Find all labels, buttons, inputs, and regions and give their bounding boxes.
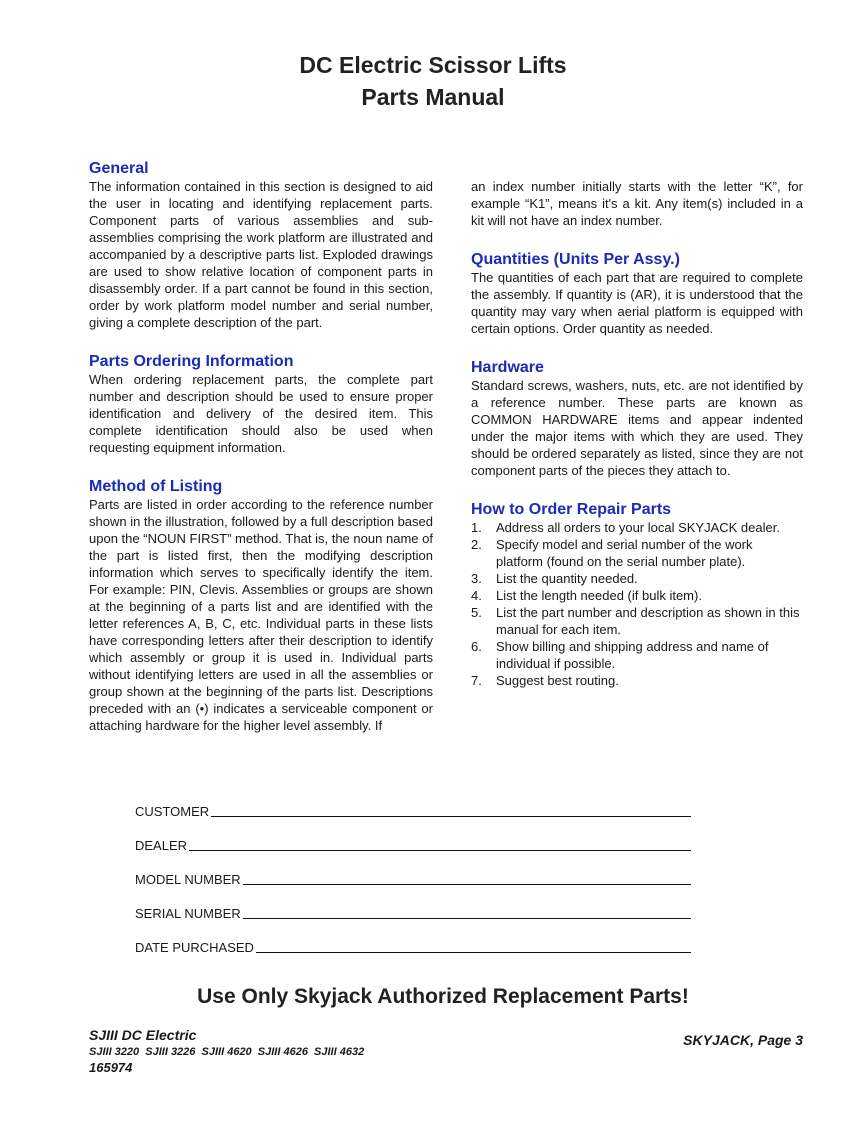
general-heading: General: [89, 160, 149, 177]
method-of-listing-continued: an index number initially starts with the letter “K”, for example “K1”, means it's a kit. Any item(s) included in a kit will not have an index number.: [471, 179, 803, 228]
footer-model: SJIII DC Electric: [89, 1027, 197, 1043]
footer-variants: SJIII 3220 SJIII 3226 SJIII 4620 SJIII 4626 SJIII 4632: [89, 1046, 365, 1058]
serial-number-label: SERIAL NUMBER: [135, 906, 241, 921]
list-item: 1. Address all orders to your local SKYJACK dealer.: [471, 520, 780, 535]
dealer-row: [135, 819, 691, 853]
model-number-row: [135, 853, 691, 887]
list-item: 3. List the quantity needed.: [471, 571, 638, 586]
model-number-field[interactable]: [243, 870, 691, 885]
list-item: 6. Show billing and shipping address and name of individual if possible.: [471, 639, 769, 671]
serial-number-row: [135, 887, 691, 921]
serial-number-field[interactable]: [243, 904, 691, 919]
dealer-label: DEALER: [135, 838, 188, 853]
left-column: [89, 160, 433, 734]
date-purchased-field[interactable]: [256, 938, 691, 953]
footer-model-info: [89, 1027, 364, 1076]
how-to-order-list: [471, 519, 803, 689]
hardware-text: Standard screws, washers, nuts, etc. are not identified by a reference number. These parts are known as COMMON HARDWARE items and appear indented under the major items with which they are used. They should be ordered separately as listed, since they are not component parts of the pieces they attach to.: [471, 378, 803, 478]
model-number-label: MODEL NUMBER: [135, 872, 241, 887]
customer-label: CUSTOMER: [135, 804, 210, 819]
list-item: 2. Specify model and serial number of the work platform (found on the serial number plate).: [471, 537, 753, 569]
list-item: 7. Suggest best routing.: [471, 673, 619, 688]
quantities-text: The quantities of each part that are required to complete the assembly. If quantity is (AR), it is understood that the quantity may vary when aerial platform is equipped with certain options. Order quantity as needed.: [471, 270, 803, 336]
dealer-field[interactable]: [189, 836, 691, 851]
method-of-listing-text: Parts are listed in order according to the reference number shown in the illustration, followed by a full description based upon the “NOUN FIRST” method. That is, the noun name of the part is listed first, then the modifying description information which serves to specifically identify the item. For example: PIN, Clevis. Assemblies or groups are shown at the beginning of a parts list and are identified with the letter references A, B, C, etc. Individual parts in these lists have corresponding letters after their description to identify which assembly or group it is used in. Individual parts without identifying letters are used in all the assemblies or group shown at the beginning of the parts list. Descriptions preceded with an (•) indicates a serviceable component or attaching hardware for the higher level assembly. If: [89, 497, 433, 733]
slogan: Use Only Skyjack Authorized Replacement Parts!: [197, 985, 689, 1008]
right-column: [471, 178, 803, 689]
how-to-order-heading: How to Order Repair Parts: [471, 501, 672, 518]
parts-ordering-heading: Parts Ordering Information: [89, 353, 294, 370]
date-purchased-row: [135, 921, 691, 955]
footer-page-number: SKYJACK, Page 3: [683, 1032, 803, 1048]
parts-ordering-text: When ordering replacement parts, the complete part number and description should be used to ensure proper identification and delivery of the desired item. This complete identification should also be used when requesting equipment information.: [89, 372, 433, 455]
page-title: DC Electric Scissor Lifts: [299, 52, 567, 78]
page-subtitle: Parts Manual: [361, 84, 505, 110]
quantities-heading: Quantities (Units Per Assy.): [471, 251, 680, 268]
list-item: 5. List the part number and description as shown in this manual for each item.: [471, 605, 800, 637]
customer-field[interactable]: [211, 802, 691, 817]
order-form: [135, 785, 691, 955]
method-of-listing-heading: Method of Listing: [89, 478, 223, 495]
general-text: The information contained in this section is designed to aid the user in locating and identifying replacement parts. Component parts of various assemblies and sub-assemblies comprising the work platform are illustrated and accompanied by a descriptive parts list. Exploded drawings are used to show relative location of component parts in disassembly order. If a part cannot be found in this section, order by work platform model number and serial number, giving a complete description of the part.: [89, 179, 433, 330]
footer-part-number: 165974: [89, 1060, 133, 1075]
customer-row: [135, 785, 691, 819]
hardware-heading: Hardware: [471, 359, 544, 376]
list-item: 4. List the length needed (if bulk item).: [471, 588, 702, 603]
date-purchased-label: DATE PURCHASED: [135, 940, 254, 955]
